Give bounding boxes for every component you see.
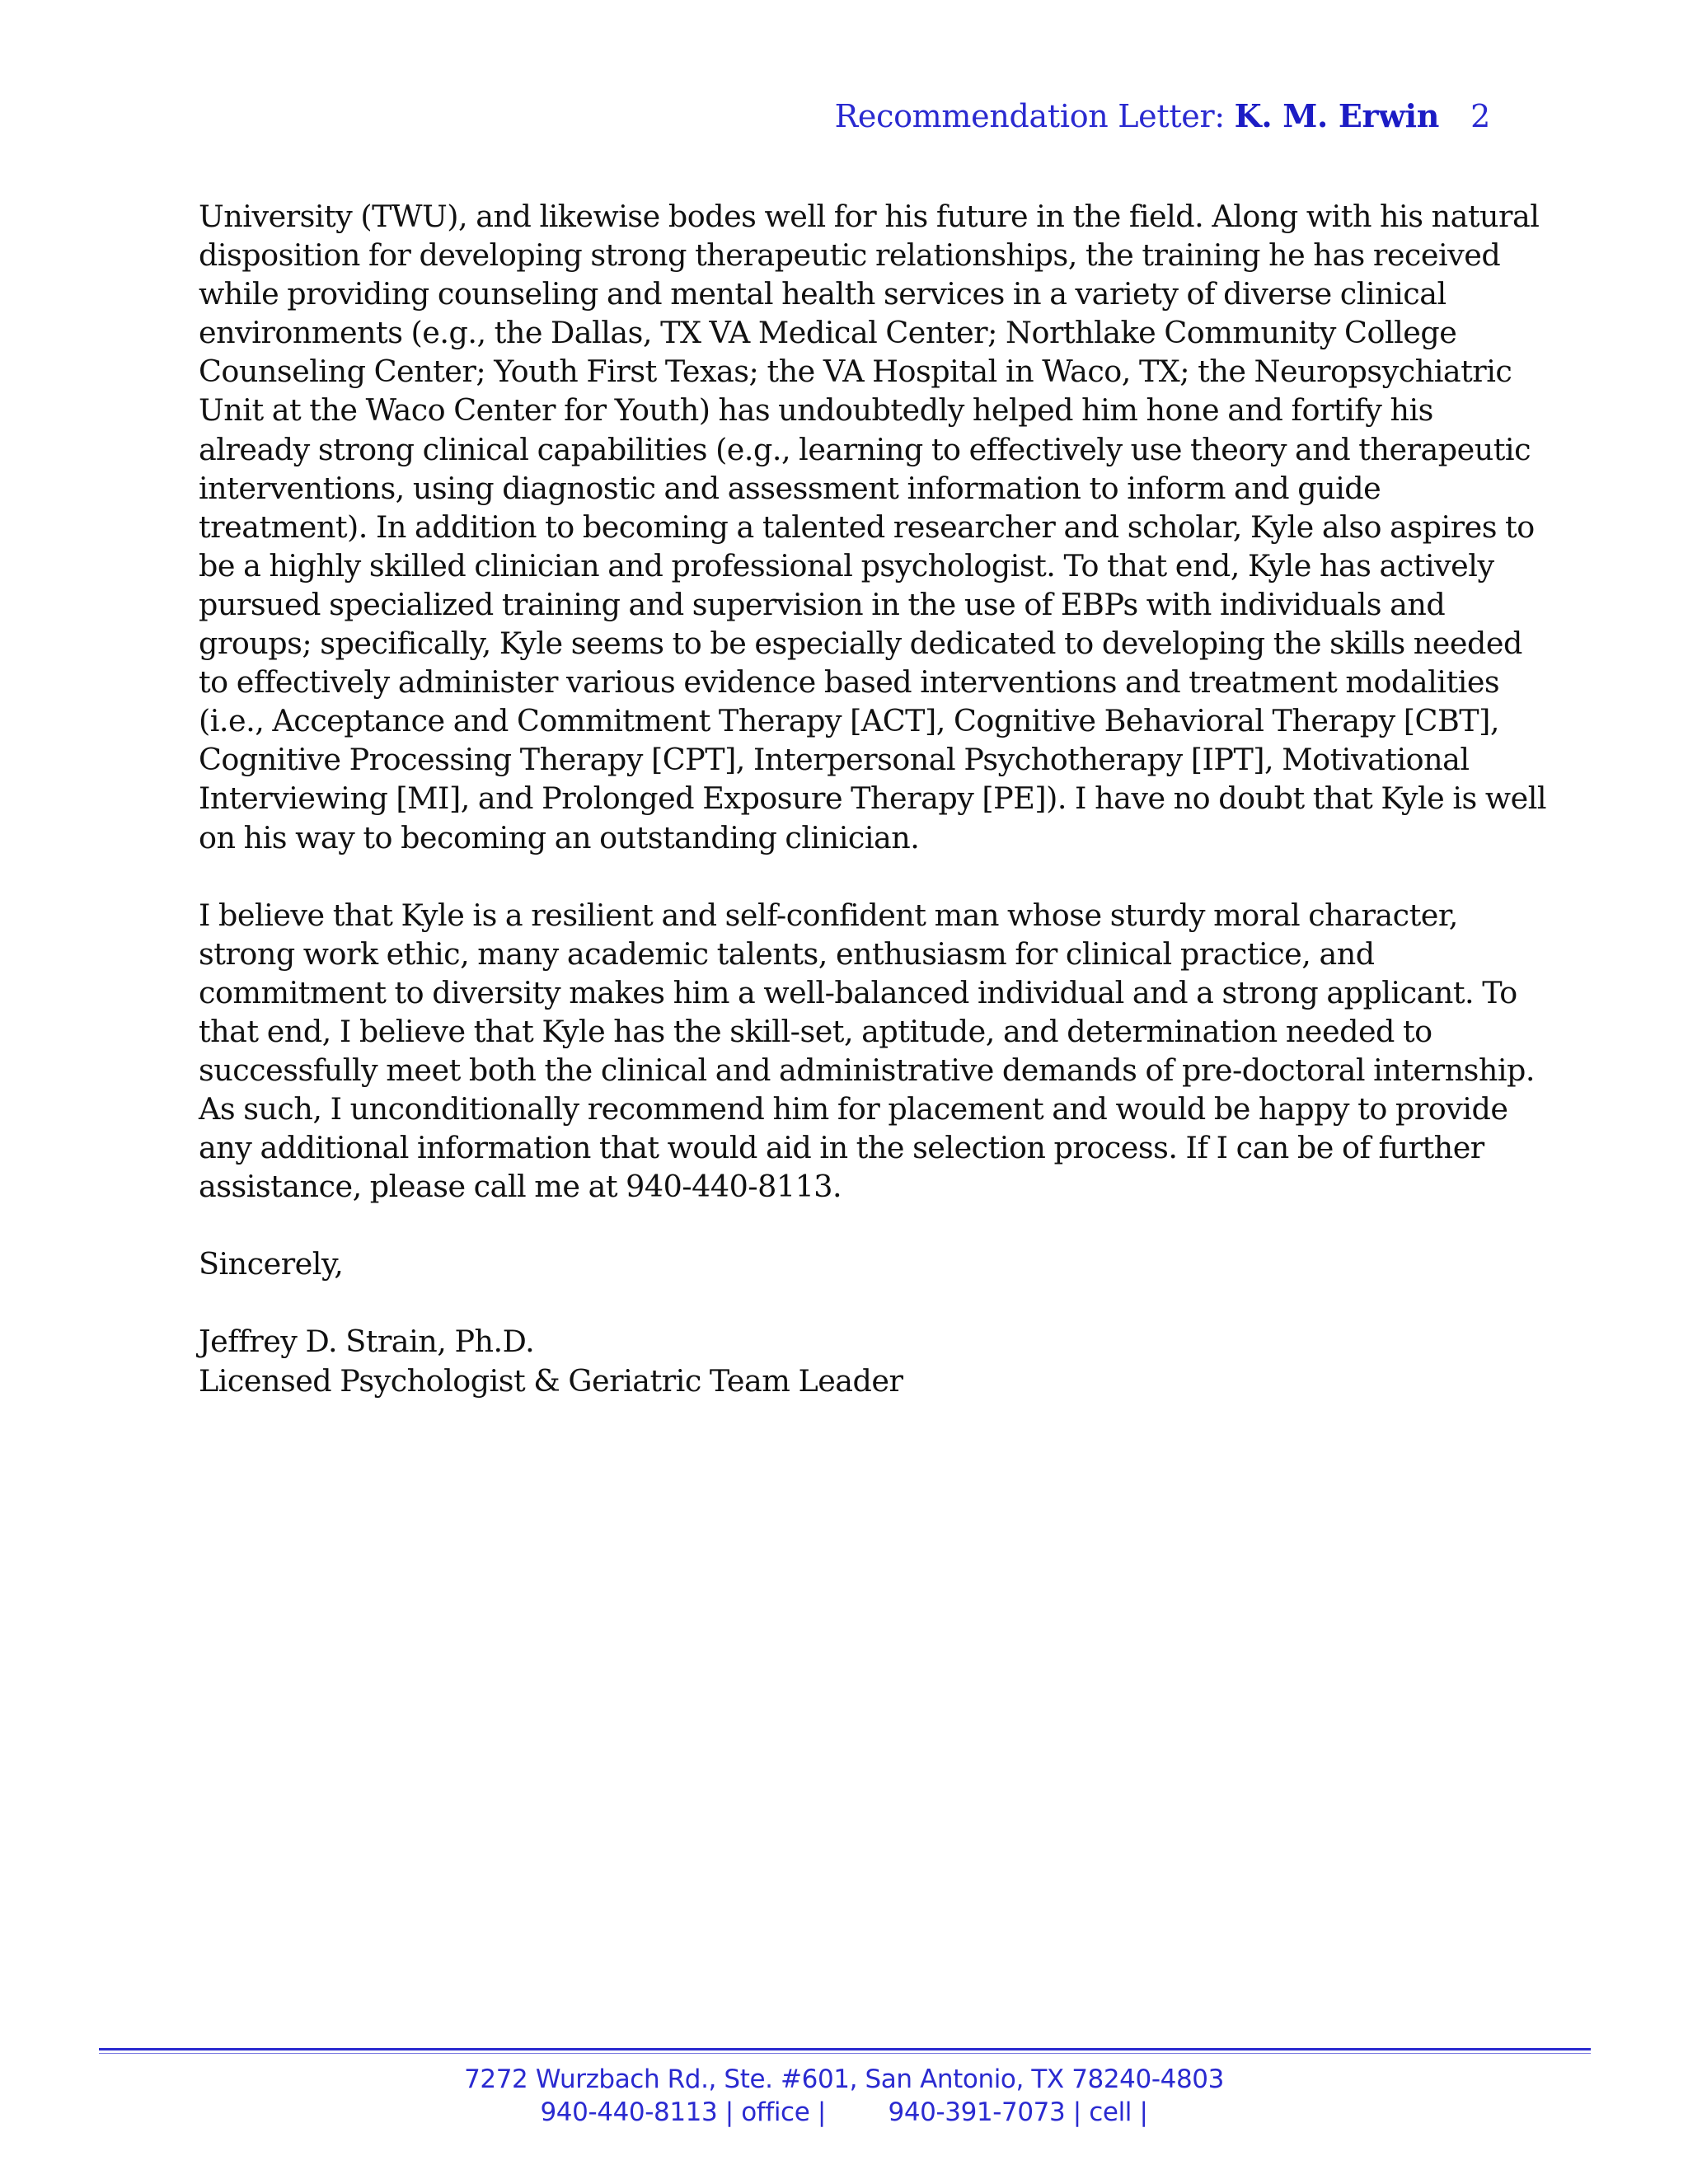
text-line: strong work ethic, many academic talents, enthusiasm for clinical practice, and	[199, 935, 1375, 972]
text-line: already strong clinical capabilities (e.g., learning to effectively use theory and therapeutic	[199, 431, 1531, 467]
closing-salutation: Sincerely,	[199, 1246, 344, 1282]
footer-address: 7272 Wurzbach Rd., Ste. #601, San Antonio, TX 78240-4803	[464, 2064, 1224, 2094]
text-line: disposition for developing strong therapeutic relationships, the training he has received	[199, 237, 1501, 274]
header-prefix: Recommendation Letter:	[834, 98, 1235, 134]
text-line: on his way to becoming an outstanding clinician.	[199, 819, 920, 855]
paragraph-clinical-training	[199, 197, 1547, 857]
text-line: to effectively administer various evidence based interventions and treatment modalities	[199, 664, 1500, 701]
text-line: Interviewing [MI], and Prolonged Exposure Therapy [PE]). I have no doubt that Kyle is well	[199, 780, 1547, 817]
paragraph-recommendation	[199, 896, 1535, 1207]
text-line: commitment to diversity makes him a well-balanced individual and a strong applicant. To	[199, 974, 1517, 1010]
text-line: treatment). In addition to becoming a talented researcher and scholar, Kyle also aspires to	[199, 509, 1535, 545]
page-number: 2	[1470, 98, 1490, 134]
letter-body	[199, 197, 1547, 1400]
signature-block	[199, 1322, 1497, 1399]
text-line: Unit at the Waco Center for Youth) has undoubtedly helped him hone and fortify his	[199, 392, 1433, 429]
letterhead-footer	[0, 2063, 1688, 2129]
text-line: I believe that Kyle is a resilient and self-confident man whose sturdy moral character,	[199, 897, 1458, 933]
text-line: any additional information that would aid in the selection process. If I can be of further	[199, 1130, 1484, 1166]
text-line: pursued specialized training and supervision in the use of EBPs with individuals and	[199, 586, 1446, 622]
text-line: interventions, using diagnostic and assessment information to inform and guide	[199, 470, 1381, 506]
signer-title: Licensed Psychologist & Geriatric Team Leader	[199, 1362, 903, 1399]
header-candidate-name: K. M. Erwin	[1234, 97, 1440, 134]
footer-divider	[99, 2048, 1591, 2050]
signer-name: Jeffrey D. Strain, Ph.D.	[199, 1324, 535, 1360]
text-line: while providing counseling and mental health services in a variety of diverse clinical	[199, 276, 1447, 312]
text-line: groups; specifically, Kyle seems to be especially dedicated to developing the skills needed	[199, 626, 1522, 662]
text-line: Counseling Center; Youth First Texas; the VA Hospital in Waco, TX; the Neuropsychiatric	[199, 354, 1512, 390]
text-line: be a highly skilled clinician and professional psychologist. To that end, Kyle has actively	[199, 547, 1494, 583]
text-line: environments (e.g., the Dallas, TX VA Medical Center; Northlake Community College	[199, 315, 1457, 351]
text-line: that end, I believe that Kyle has the skill-set, aptitude, and determination needed to	[199, 1013, 1432, 1049]
text-line: successfully meet both the clinical and administrative demands of pre-doctoral internship.	[199, 1052, 1535, 1088]
footer-divider-secondary	[99, 2053, 1591, 2054]
footer-phones: 940-440-8113 | office | 940-391-7073 | cell |	[540, 2097, 1148, 2127]
text-line: Cognitive Processing Therapy [CPT], Interpersonal Psychotherapy [IPT], Motivational	[199, 742, 1470, 778]
running-header	[835, 97, 1490, 134]
text-line: (i.e., Acceptance and Commitment Therapy [ACT], Cognitive Behavioral Therapy [CBT],	[199, 703, 1499, 739]
text-line: University (TWU), and likewise bodes well for his future in the field. Along with his natural	[199, 199, 1540, 234]
text-line: As such, I unconditionally recommend him for placement and would be happy to provide	[199, 1091, 1508, 1127]
text-line: assistance, please call me at 940-440-8113.	[199, 1169, 842, 1205]
